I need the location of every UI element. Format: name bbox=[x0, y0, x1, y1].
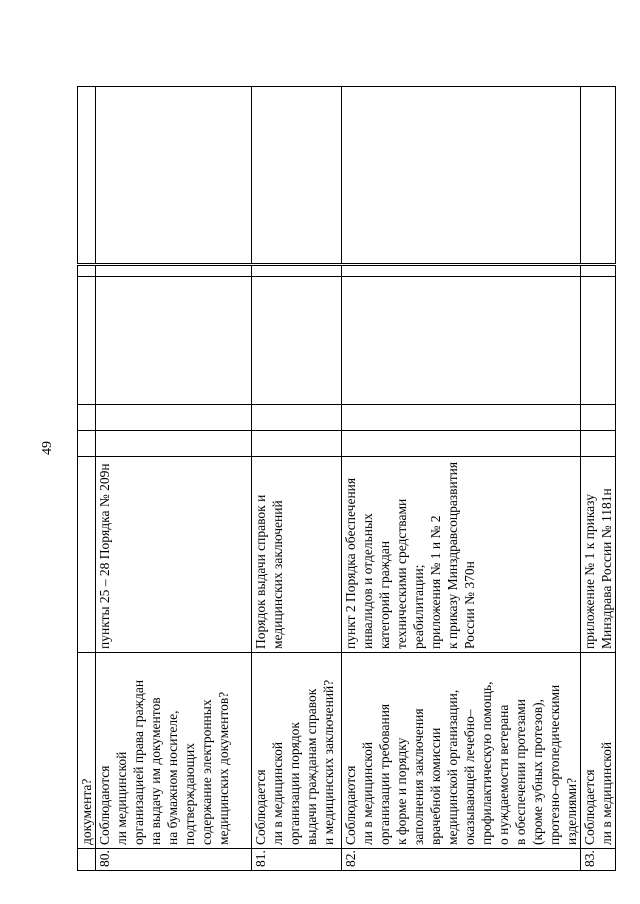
reference-line: к приказу Минздравсоцразвития bbox=[445, 461, 460, 649]
reference-line: медицинских заключений bbox=[270, 500, 285, 649]
row-number: 82. bbox=[342, 849, 581, 871]
row-number: 83. bbox=[581, 849, 616, 871]
answer-no-cell bbox=[581, 405, 616, 431]
answer-no-cell bbox=[78, 405, 96, 431]
table-row bbox=[78, 87, 96, 871]
reference-cell bbox=[581, 457, 616, 653]
question-line: подтверждающих bbox=[182, 742, 197, 845]
question-line: содержание электронных bbox=[199, 699, 214, 845]
question-cell bbox=[581, 653, 616, 849]
notes-cell bbox=[342, 87, 581, 265]
page-number: 49 bbox=[40, 441, 55, 455]
question-line: Соблюдаются bbox=[97, 765, 112, 845]
table-row bbox=[581, 87, 616, 871]
checklist-table-region bbox=[77, 87, 614, 871]
checklist-table bbox=[77, 86, 616, 871]
question-line: и медицинских заключений? bbox=[321, 679, 336, 845]
question-line: Соблюдаются bbox=[343, 765, 358, 845]
question-line: Соблюдается bbox=[582, 769, 597, 845]
notes-cell bbox=[581, 87, 616, 265]
notes-cell bbox=[96, 87, 252, 265]
not-applicable-cell bbox=[342, 277, 581, 405]
reference-line: России № 370н bbox=[462, 561, 477, 649]
question-line: организации требования bbox=[377, 703, 392, 845]
question-line: ли медицинской bbox=[114, 751, 129, 845]
question-line: к форме и порядку bbox=[394, 737, 409, 845]
question-line: на выдачу им документов bbox=[148, 697, 163, 845]
row-number: 81. bbox=[252, 849, 342, 871]
answer-yes-cell bbox=[342, 431, 581, 457]
question-line: Соблюдается bbox=[253, 769, 268, 845]
answer-yes-cell bbox=[581, 431, 616, 457]
question-line: протезно–ортопедическими bbox=[547, 684, 562, 845]
spacer-cell bbox=[252, 265, 342, 277]
reference-line: Минздрава России № 1181н bbox=[599, 488, 614, 649]
not-applicable-cell bbox=[78, 277, 96, 405]
spacer-cell bbox=[342, 265, 581, 277]
answer-no-cell bbox=[342, 405, 581, 431]
question-cell bbox=[78, 653, 96, 849]
reference-line: пункты 25 – 28 Порядка № 209н bbox=[97, 463, 112, 649]
not-applicable-cell bbox=[252, 277, 342, 405]
reference-line: Порядок выдачи справок и bbox=[253, 494, 268, 649]
reference-line: приложение № 1 к приказу bbox=[582, 494, 597, 649]
notes-cell bbox=[78, 87, 96, 265]
row-number: 80. bbox=[96, 849, 252, 871]
table-row bbox=[96, 87, 252, 871]
question-line: организацией права граждан bbox=[131, 679, 146, 845]
spacer-cell bbox=[96, 265, 252, 277]
question-line: ли в медицинской bbox=[599, 741, 614, 845]
reference-line: техническими средствами bbox=[394, 498, 409, 649]
question-line: ли в медицинской bbox=[270, 741, 285, 845]
question-cell bbox=[252, 653, 342, 849]
question-cell bbox=[342, 653, 581, 849]
question-line: оказывающей лечебно– bbox=[462, 709, 477, 845]
not-applicable-cell bbox=[581, 277, 616, 405]
question-line: профилактическую помощь, bbox=[479, 681, 494, 845]
question-line: врачебной комиссии bbox=[428, 727, 443, 845]
reference-cell bbox=[342, 457, 581, 653]
answer-yes-cell bbox=[78, 431, 96, 457]
question-line: о нуждаемости ветерана bbox=[496, 704, 511, 845]
question-line: заполнения заключения bbox=[411, 708, 426, 845]
table-row bbox=[252, 87, 342, 871]
not-applicable-cell bbox=[96, 277, 252, 405]
question-line: организации порядок bbox=[287, 722, 302, 845]
question-line: документа? bbox=[79, 778, 94, 845]
question-line: медицинских документов? bbox=[216, 691, 231, 845]
reference-line: реабилитации; bbox=[411, 564, 426, 649]
answer-yes-cell bbox=[96, 431, 252, 457]
question-cell bbox=[96, 653, 252, 849]
reference-line: категорий граждан bbox=[377, 540, 392, 649]
answer-yes-cell bbox=[252, 431, 342, 457]
spacer-cell bbox=[78, 265, 96, 277]
reference-line: пункт 2 Порядка обеспечения bbox=[343, 477, 358, 649]
table-row bbox=[342, 87, 581, 871]
question-line: медицинской организации, bbox=[445, 689, 460, 845]
question-line: на бумажном носителе, bbox=[165, 710, 180, 845]
question-line: изделиями? bbox=[564, 777, 579, 845]
reference-line: приложения № 1 и № 2 bbox=[428, 515, 443, 649]
row-number bbox=[78, 849, 96, 871]
question-line: (кроме зубных протезов), bbox=[530, 699, 545, 845]
question-line: выдачи гражданам справок bbox=[304, 688, 319, 845]
reference-line: инвалидов и отдельных bbox=[360, 513, 375, 649]
answer-no-cell bbox=[96, 405, 252, 431]
question-line: ли в медицинской bbox=[360, 741, 375, 845]
answer-no-cell bbox=[252, 405, 342, 431]
notes-cell bbox=[252, 87, 342, 265]
spacer-cell bbox=[581, 265, 616, 277]
reference-cell bbox=[78, 457, 96, 653]
reference-cell bbox=[96, 457, 252, 653]
question-line: в обеспечении протезами bbox=[513, 699, 528, 845]
reference-cell bbox=[252, 457, 342, 653]
